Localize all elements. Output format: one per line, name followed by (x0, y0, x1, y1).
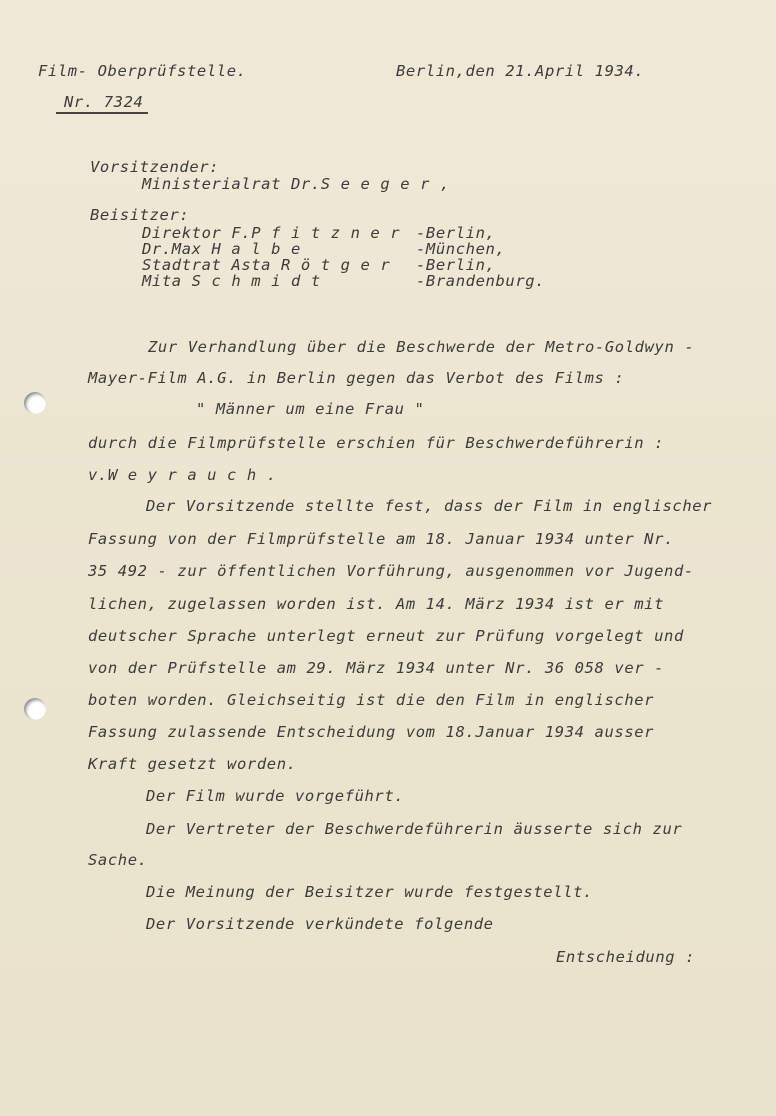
place-date: Berlin,den 21.April 1934. (396, 62, 645, 80)
punch-hole-bottom (24, 698, 46, 720)
body-line: durch die Filmprüfstelle erschien für Beschwerdeführerin : (88, 434, 665, 452)
body-line: Fassung zulassende Entscheidung vom 18.Januar 1934 ausser (88, 723, 655, 741)
body-line: Kraft gesetzt worden. (88, 755, 297, 773)
body-line: deutscher Sprache unterlegt erneut zur Prüfung vorgelegt und (88, 627, 684, 645)
assessor-name: Mita S c h m i d t (142, 272, 321, 290)
assessor-name: Stadtrat Asta R ö t g e r (142, 256, 391, 274)
assessor-name: Dr.Max H a l b e (142, 240, 301, 258)
chair-label: Vorsitzender: (90, 158, 220, 176)
assessor-city: -München, (416, 240, 506, 258)
body-line: Der Vorsitzende stellte fest, dass der Film in englischer (146, 497, 713, 515)
number-underline (56, 112, 148, 114)
assessor-city: -Berlin, (416, 256, 496, 274)
body-line: Die Meinung der Beisitzer wurde festgestellt. (146, 883, 593, 901)
body-line: von der Prüfstelle am 29. März 1934 unter Nr. 36 058 ver - (88, 659, 665, 677)
body-line: Sache. (88, 851, 148, 869)
assessor-name: Direktor F.P f i t z n e r (142, 224, 401, 242)
file-number: Nr. 7324 (64, 93, 144, 111)
body-line: boten worden. Gleichseitig ist die den Film in englischer (88, 691, 655, 709)
assessor-city: -Berlin, (416, 224, 496, 242)
chair-name: Ministerialrat Dr.S e e g e r , (142, 175, 450, 193)
body-line: Der Film wurde vorgeführt. (146, 787, 405, 805)
body-line: Fassung von der Filmprüfstelle am 18. Januar 1934 unter Nr. (88, 530, 674, 548)
decision-heading: Entscheidung : (556, 948, 696, 966)
punch-hole-top (24, 392, 46, 414)
assessors-label: Beisitzer: (90, 206, 190, 224)
body-line: Zur Verhandlung über die Beschwerde der Metro-Goldwyn - (148, 338, 695, 356)
body-line: Mayer-Film A.G. in Berlin gegen das Verbot des Films : (88, 369, 625, 387)
body-line: Der Vertreter der Beschwerdeführerin äusserte sich zur (146, 820, 683, 838)
assessor-city: -Brandenburg. (416, 272, 546, 290)
office-name: Film- Oberprüfstelle. (38, 62, 247, 80)
body-line: Der Vorsitzende verkündete folgende (146, 915, 494, 933)
film-title: " Männer um eine Frau " (196, 400, 425, 418)
body-line: 35 492 - zur öffentlichen Vorführung, ausgenommen vor Jugend- (88, 562, 694, 580)
representative-name: v.W e y r a u c h . (88, 466, 277, 484)
body-line: lichen, zugelassen worden ist. Am 14. März 1934 ist er mit (88, 595, 665, 613)
